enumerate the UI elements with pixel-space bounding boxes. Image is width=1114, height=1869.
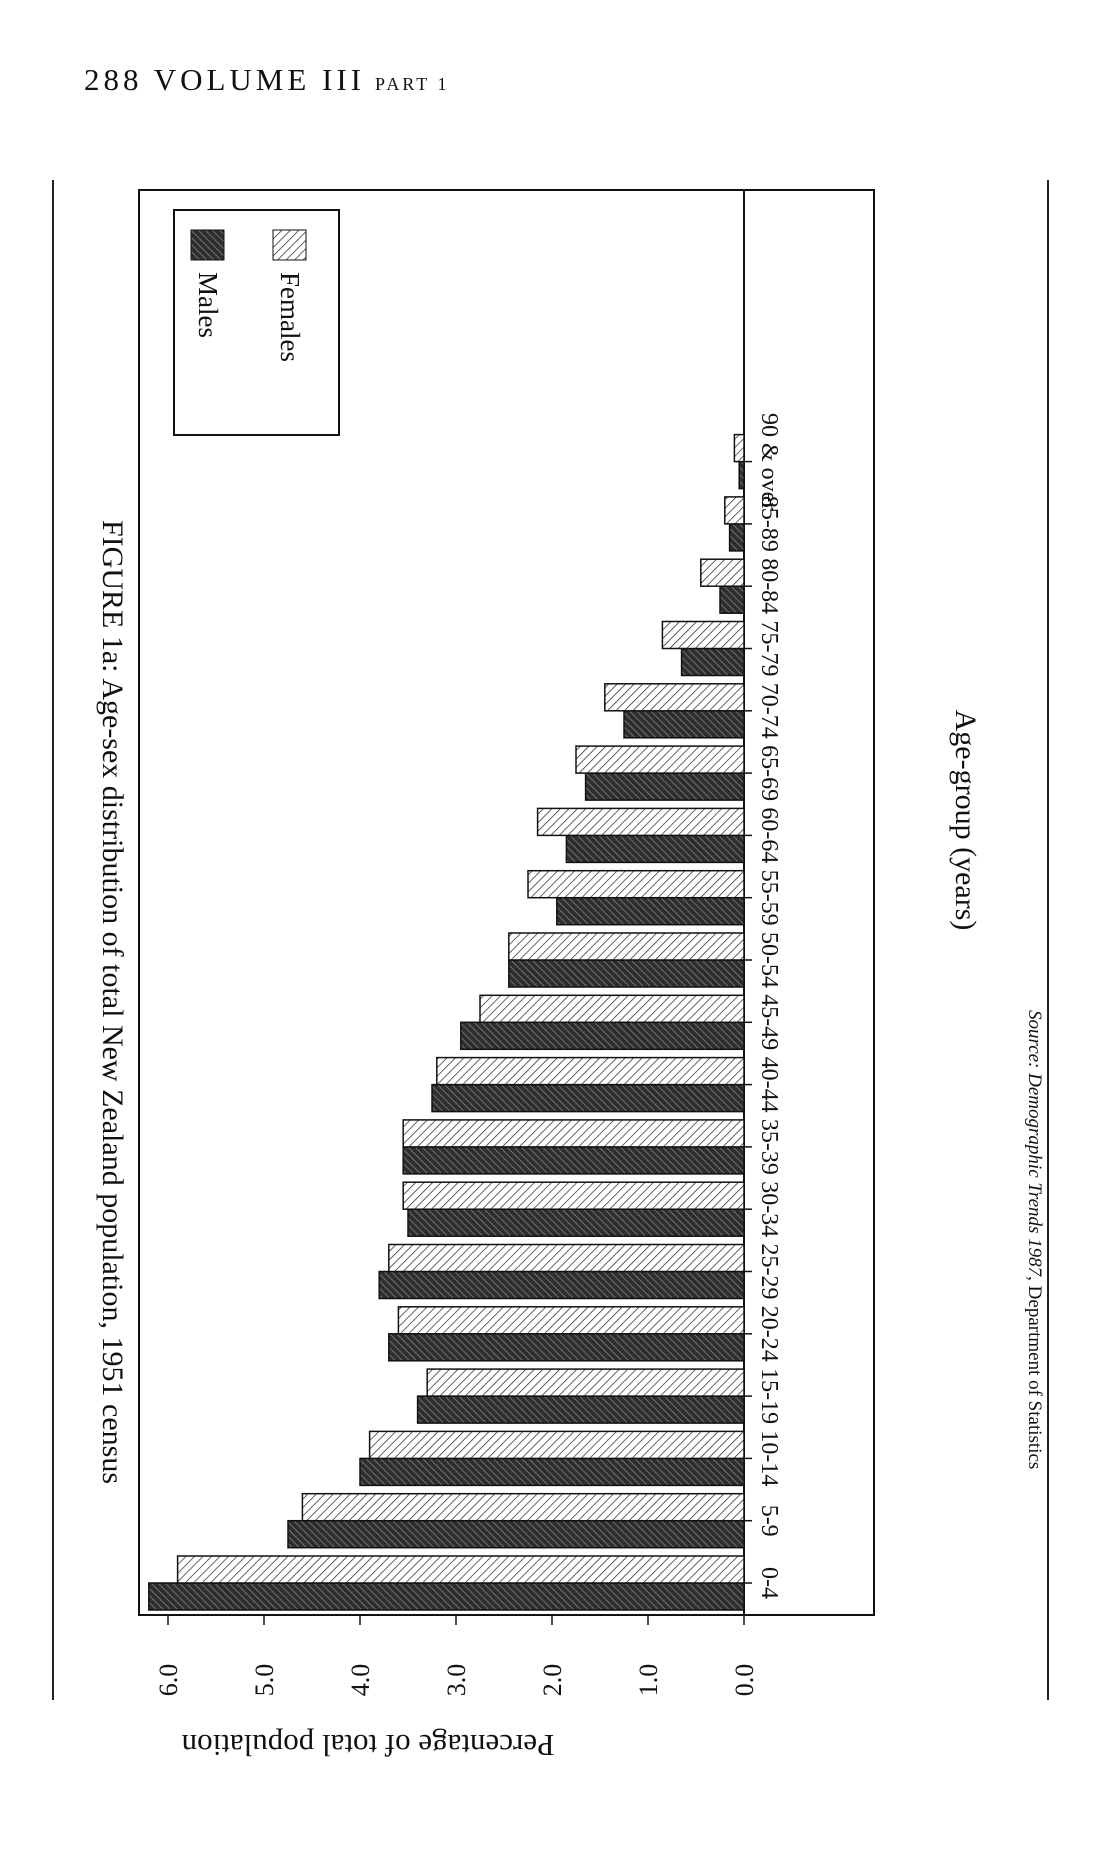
chart-title: FIGURE 1a: Age-sex distribution of total New Zealand population, 1951 census xyxy=(96,520,129,1484)
bar-males-55-59 xyxy=(557,898,744,925)
bars xyxy=(149,435,744,1610)
y-axis-title: Percentage of total population xyxy=(181,1728,555,1763)
bar-females-85-89 xyxy=(725,497,744,524)
legend xyxy=(174,210,339,435)
category-label: 55-59 xyxy=(756,869,782,926)
category-label: 0-4 xyxy=(756,1567,782,1599)
category-label: 75-79 xyxy=(756,620,782,677)
value-tick-label: 5.0 xyxy=(250,1663,279,1697)
category-label: 90 & over xyxy=(756,412,782,511)
bar-females-90-over xyxy=(734,435,744,462)
bar-females-40-44 xyxy=(437,1058,744,1085)
bar-females-25-29 xyxy=(389,1245,744,1272)
bar-males-0-4 xyxy=(149,1583,744,1610)
bar-females-20-24 xyxy=(398,1307,744,1334)
source-note xyxy=(1024,1010,1045,1469)
bar-males-40-44 xyxy=(432,1085,744,1112)
bar-females-0-4 xyxy=(178,1556,744,1583)
bar-females-45-49 xyxy=(480,995,744,1022)
value-tick-label: 2.0 xyxy=(538,1663,567,1697)
bar-females-80-84 xyxy=(701,559,744,586)
legend-label-females: Females xyxy=(275,272,305,362)
category-label: 70-74 xyxy=(756,682,782,739)
bar-females-65-69 xyxy=(576,746,744,773)
bar-males-85-89 xyxy=(730,524,744,551)
value-tick-label: 0.0 xyxy=(730,1663,759,1697)
category-label: 65-69 xyxy=(756,745,782,802)
value-tick-label: 1.0 xyxy=(634,1663,663,1697)
source-title: Demographic Trends 1987 xyxy=(1024,1073,1045,1277)
source-prefix: Source: xyxy=(1024,1010,1045,1069)
bar-males-25-29 xyxy=(379,1272,744,1299)
legend-swatch-females xyxy=(273,230,306,260)
bar-females-55-59 xyxy=(528,871,744,898)
bar-males-30-34 xyxy=(408,1209,744,1236)
bar-males-20-24 xyxy=(389,1334,744,1361)
category-label: 40-44 xyxy=(756,1056,782,1113)
category-label: 5-9 xyxy=(756,1504,782,1537)
legend-swatch-males xyxy=(191,230,224,260)
running-head-part: PART 1 xyxy=(375,74,450,94)
category-label: 45-49 xyxy=(756,994,782,1051)
x-axis-title: Age-group (years) xyxy=(949,709,982,931)
bar-males-35-39 xyxy=(403,1147,744,1174)
category-label: 80-84 xyxy=(756,558,782,615)
bar-females-60-64 xyxy=(538,808,744,835)
bar-males-15-19 xyxy=(418,1396,744,1423)
value-axis xyxy=(168,1615,744,1625)
category-label: 85-89 xyxy=(756,495,782,552)
bar-females-30-34 xyxy=(403,1182,744,1209)
category-label: 10-14 xyxy=(756,1430,782,1487)
category-label: 30-34 xyxy=(756,1181,782,1238)
category-label: 25-29 xyxy=(756,1243,782,1300)
category-label: 15-19 xyxy=(756,1368,782,1425)
bar-females-70-74 xyxy=(605,684,744,711)
value-tick-label: 4.0 xyxy=(346,1663,375,1697)
value-tick-label: 3.0 xyxy=(442,1663,471,1697)
bar-males-10-14 xyxy=(360,1458,744,1485)
bar-females-15-19 xyxy=(427,1369,744,1396)
source-suffix: , Department of Statistics xyxy=(1024,1276,1045,1470)
value-axis-labels xyxy=(154,1664,759,1697)
running-head-text: 288 VOLUME III xyxy=(84,62,366,97)
bar-males-60-64 xyxy=(566,835,744,862)
bar-males-5-9 xyxy=(288,1521,744,1548)
bar-males-65-69 xyxy=(586,773,744,800)
category-label: 20-24 xyxy=(756,1305,782,1362)
bar-males-45-49 xyxy=(461,1022,744,1049)
bar-males-90-over xyxy=(739,462,744,489)
bar-females-5-9 xyxy=(302,1494,744,1521)
category-label: 35-39 xyxy=(756,1118,782,1175)
bar-females-75-79 xyxy=(662,622,744,649)
bar-females-35-39 xyxy=(403,1120,744,1147)
legend-label-males: Males xyxy=(193,272,223,338)
bar-males-50-54 xyxy=(509,960,744,987)
bar-females-50-54 xyxy=(509,933,744,960)
bar-males-80-84 xyxy=(720,586,744,613)
bar-females-10-14 xyxy=(370,1431,744,1458)
category-label: 50-54 xyxy=(756,932,782,988)
bar-males-70-74 xyxy=(624,711,744,738)
bar-males-75-79 xyxy=(682,649,744,676)
value-tick-label: 6.0 xyxy=(154,1663,183,1697)
category-label: 60-64 xyxy=(756,807,782,864)
category-axis xyxy=(744,413,782,1599)
